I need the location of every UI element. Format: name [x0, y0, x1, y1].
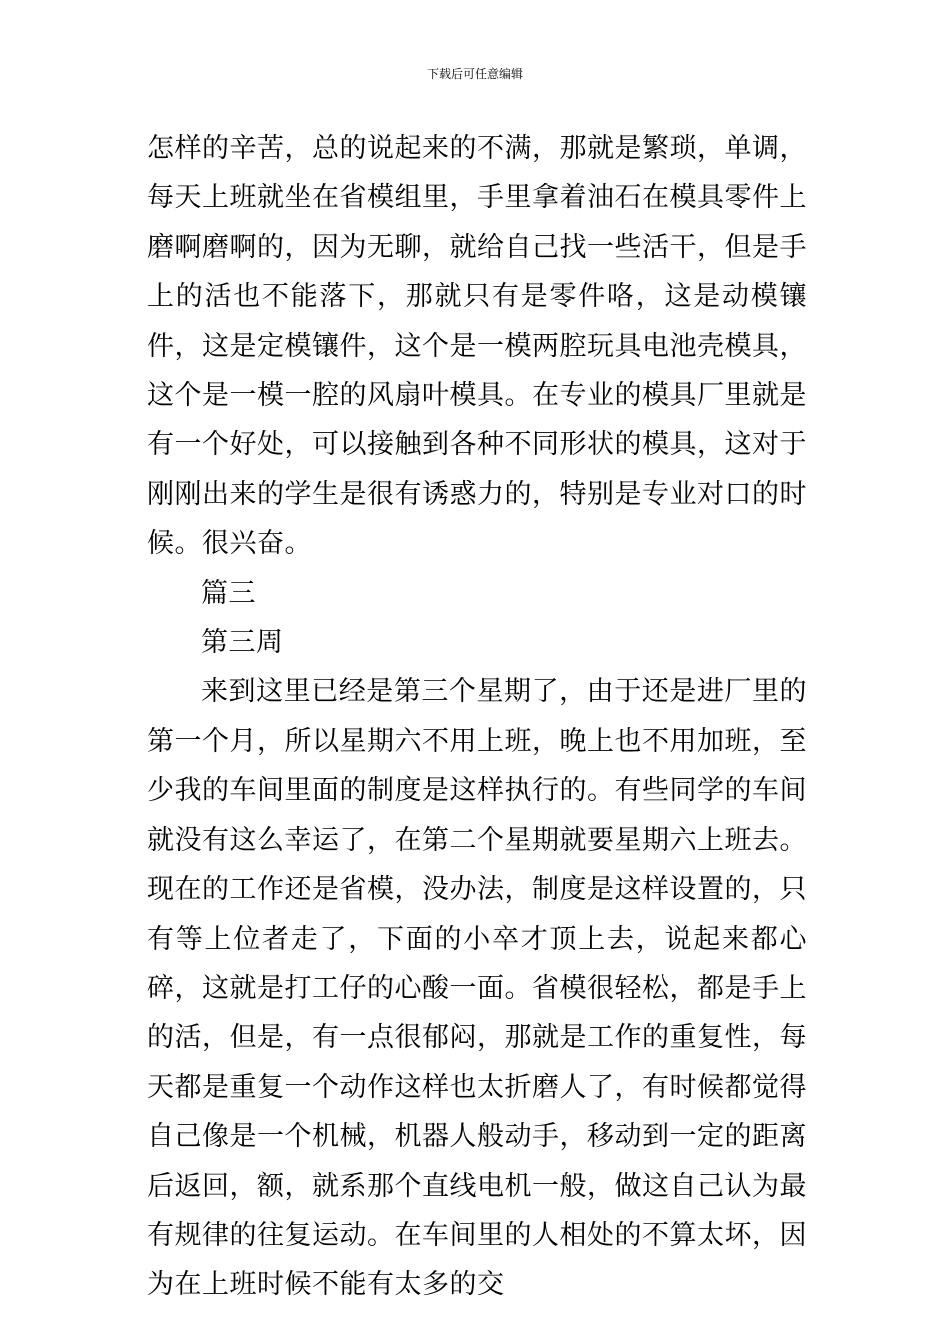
paragraph-week-three: 来到这里已经是第三个星期了，由于还是进厂里的第一个月，所以星期六不用上班，晚上也不用加班，至少我的车间里面的制度是这样执行的。有些同学的车间就没有这么幸运了，在第二个星期就要星期六上班去。现在的工作还是省模，没办法，制度是这样设置的，只有等上位者走了，下面的小卒才顶上去，说起来都心碎，这就是打工仔的心酸一面。省模很轻松，都是手上的活，但是，有一点很郁闷，那就是工作的重复性，每天都是重复一个动作这样也太折磨人了，有时候都觉得自己像是一个机械，机器人般动手，移动到一定的距离后返回，额，就系那个直线电机一般，做这自己认为最有规律的往复运动。在车间里的人相处的不算太坏，因为在上班时候不能有太多的交 [147, 676, 807, 1301]
subsection-heading: 第三周 [201, 627, 284, 659]
section-heading: 篇三 [201, 577, 256, 609]
paragraph-continuation: 怎样的辛苦，总的说起来的不满，那就是繁琐，单调，每天上班就坐在省模组里，手里拿着油石在模具零件上磨啊磨啊的，因为无聊，就给自己找一些活干，但是手上的活也不能落下，那就只有是零件咯，这是动模镶件，这是定模镶件，这个是一模两腔玩具电池壳模具，这个是一模一腔的风扇叶模具。在专业的模具厂里就是有一个好处，可以接触到各种不同形状的模具，这对于刚刚出来的学生是很有诱惑力的，特别是专业对口的时候。很兴奋。 [147, 133, 807, 560]
page-header: 下载后可任意编辑 [426, 67, 523, 81]
document-body [147, 124, 807, 1310]
